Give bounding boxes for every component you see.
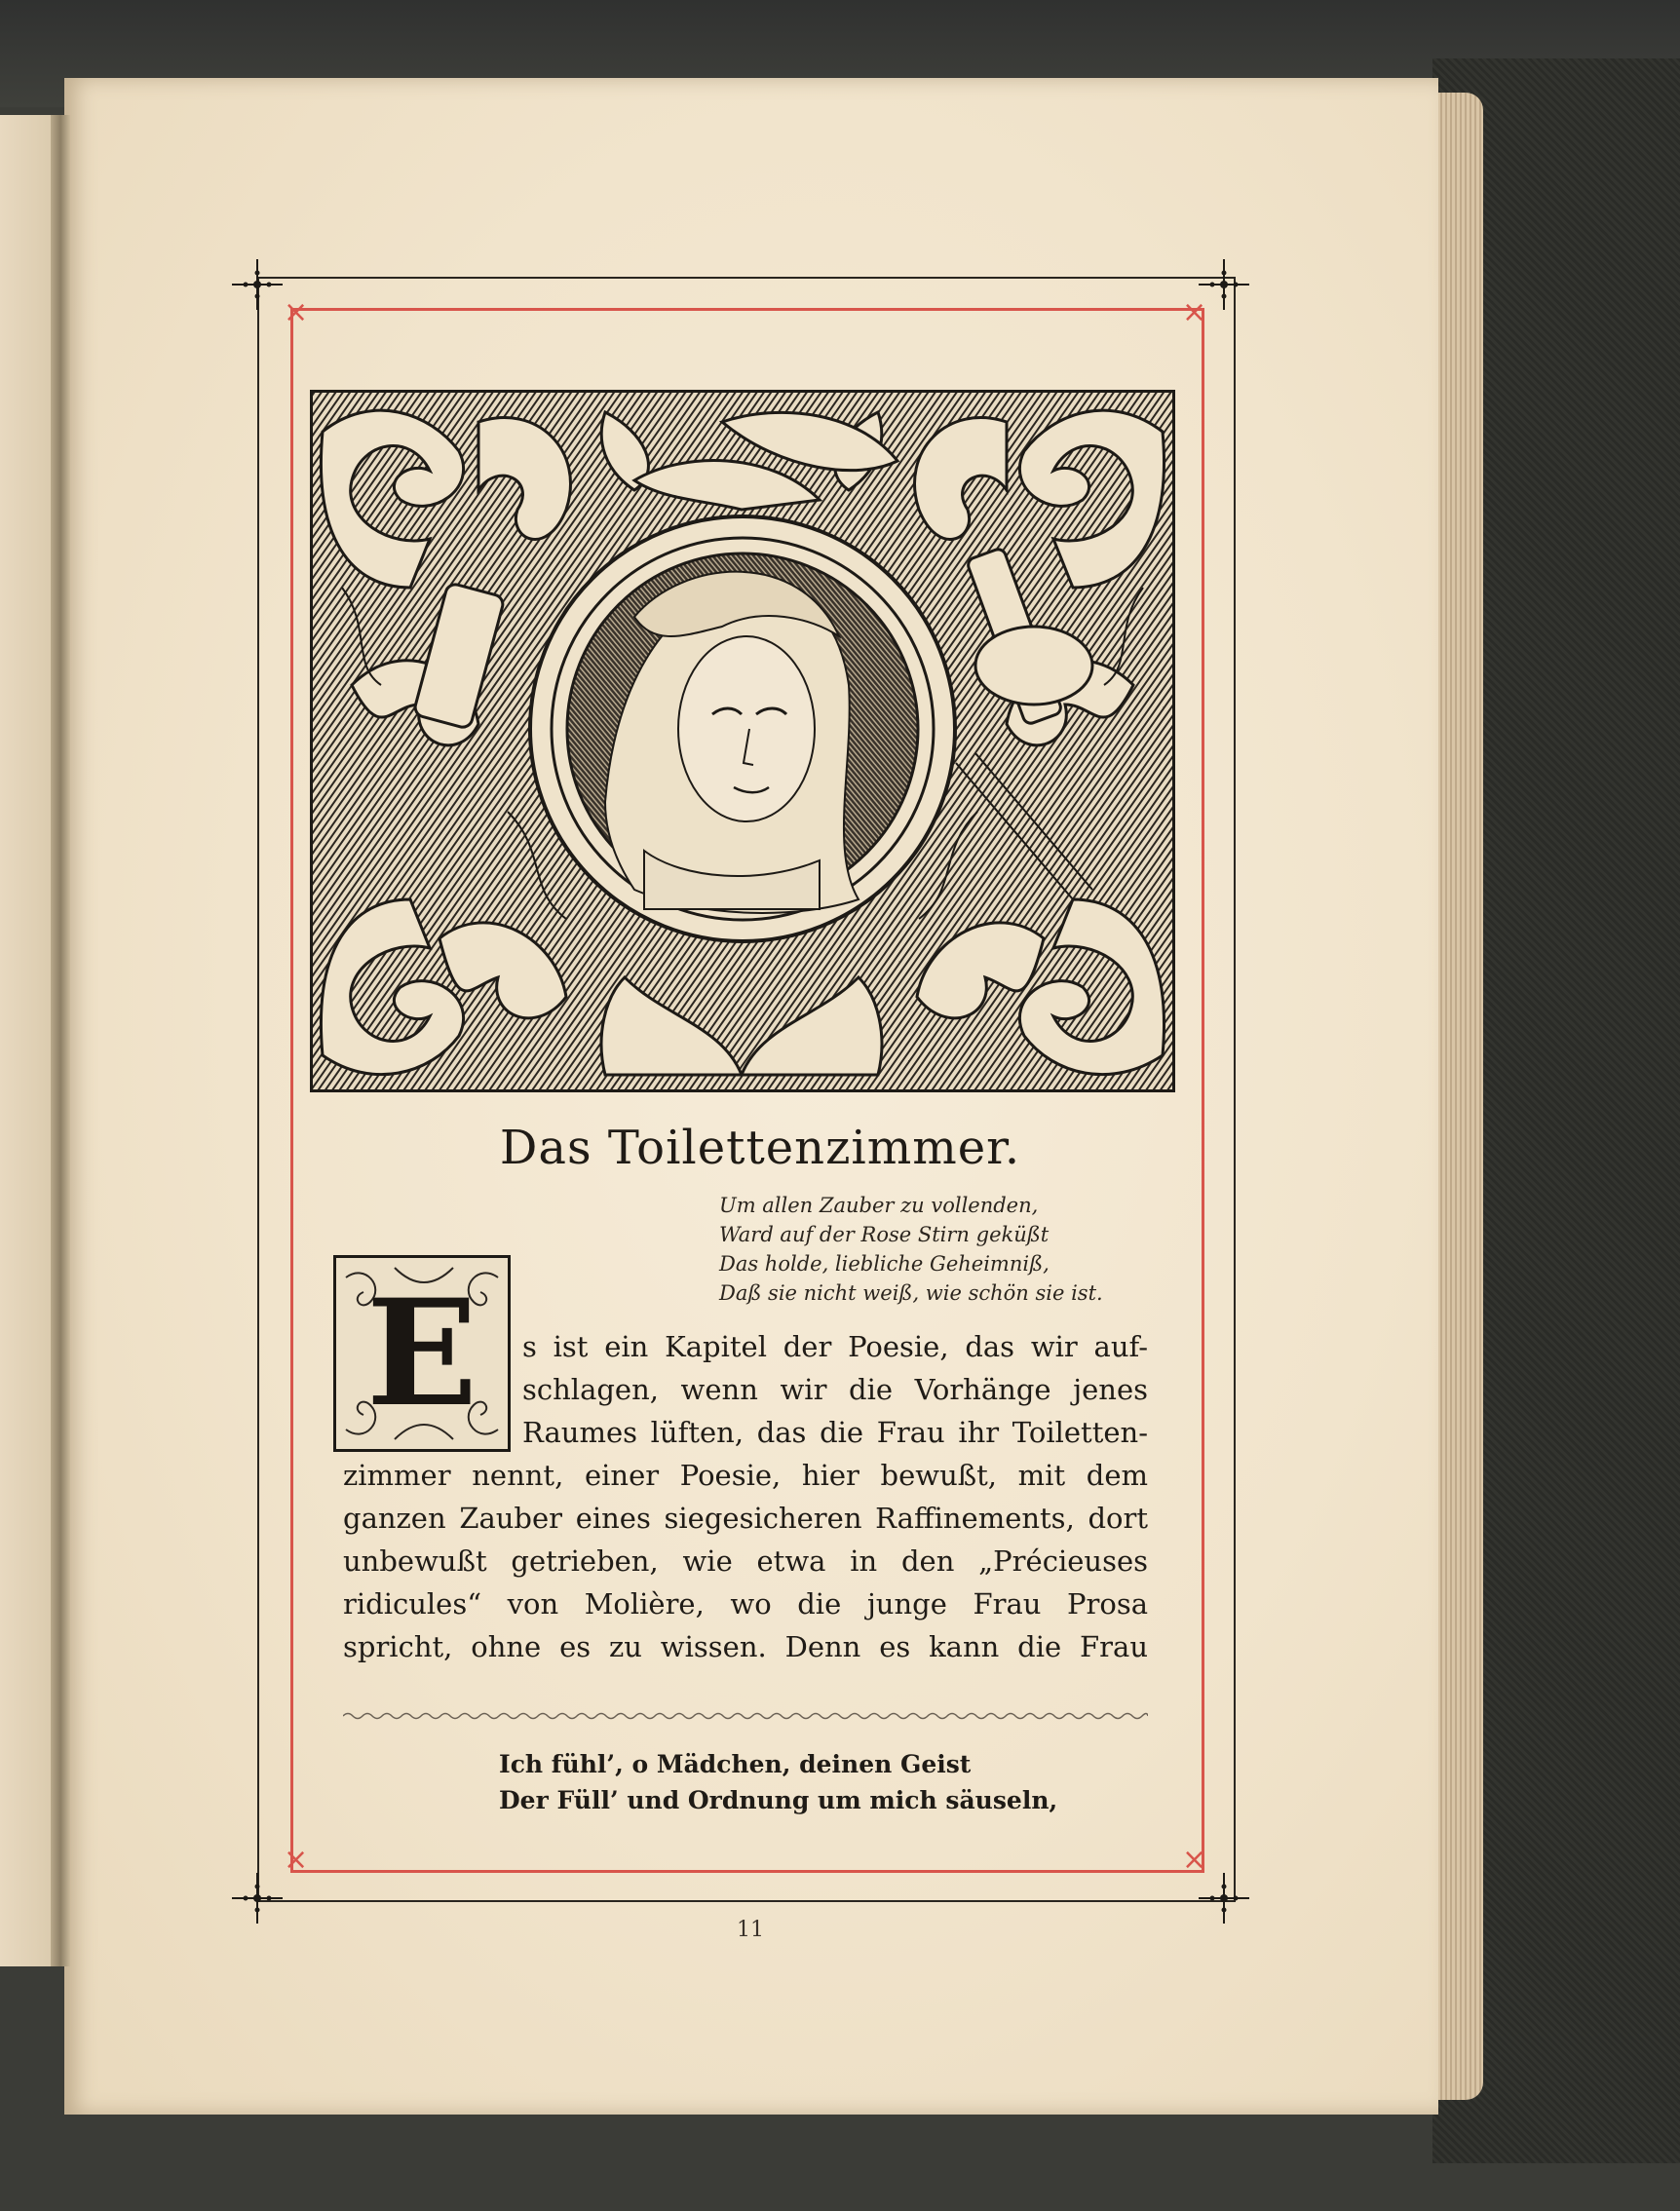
corner-ornament-icon — [1195, 1869, 1253, 1927]
epigraph — [719, 1191, 1177, 1308]
page-edges — [1432, 93, 1483, 2100]
header-engraving — [310, 390, 1175, 1092]
corner-ornament-icon — [228, 255, 286, 314]
decorated-initial — [333, 1255, 511, 1452]
corner-ornament-icon — [1195, 255, 1253, 314]
page-number: 11 — [737, 1918, 764, 1942]
red-corner-cross-icon: × — [284, 1843, 309, 1877]
wavy-divider — [343, 1711, 1148, 1721]
body-line: unbewußt getrieben, wie etwa in den „Précieuses — [343, 1544, 1148, 1578]
chapter-title: Das Toilettenzimmer. — [499, 1121, 1021, 1175]
body-line: schlagen, wenn wir die Vorhänge jenes — [522, 1373, 1148, 1406]
body-line: ridicules“ von Molière, wo die junge Frau Prosa — [343, 1587, 1148, 1620]
red-corner-cross-icon: × — [1182, 1843, 1207, 1877]
body-line: ganzen Zauber eines siegesicheren Raffinements, dort — [343, 1502, 1148, 1535]
initial-letter: E — [365, 1268, 478, 1439]
verse-line: Der Füll’ und Ordnung um mich säuseln, — [499, 1786, 1058, 1814]
verse-line: Ich fühl’, o Mädchen, deinen Geist — [499, 1750, 972, 1778]
red-corner-cross-icon: × — [284, 295, 309, 329]
ornamental-foliage-illustration — [313, 393, 1172, 1089]
epigraph-line: Um allen Zauber zu vollenden, — [719, 1194, 1039, 1217]
epigraph-line: Ward auf der Rose Stirn geküßt — [719, 1223, 1050, 1246]
book-gutter — [51, 115, 70, 1966]
body-line: Raumes lüften, das die Frau ihr Toiletten- — [522, 1416, 1148, 1449]
body-line: s ist ein Kapitel der Poesie, das wir auf- — [522, 1330, 1148, 1363]
corner-ornament-icon — [228, 1869, 286, 1927]
footnote-verse — [499, 1746, 1058, 1818]
body-line: spricht, ohne es zu wissen. Denn es kann die Frau — [343, 1630, 1148, 1663]
epigraph-line: Daß sie nicht weiß, wie schön sie ist. — [719, 1281, 1103, 1305]
portrait-figure — [605, 572, 859, 913]
body-line: zimmer nennt, einer Poesie, hier bewußt, mit dem — [343, 1459, 1148, 1492]
epigraph-line: Das holde, liebliche Geheimniß, — [719, 1252, 1050, 1276]
red-corner-cross-icon: × — [1182, 295, 1207, 329]
